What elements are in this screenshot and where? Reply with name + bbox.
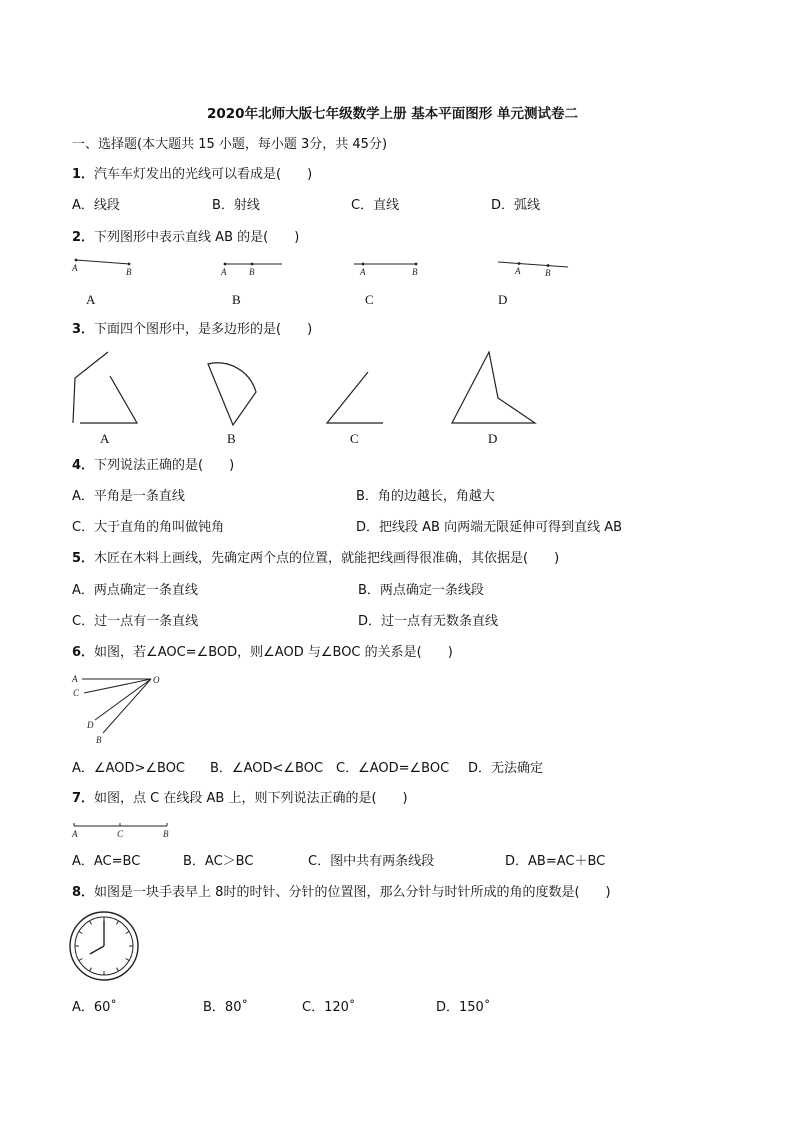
clock-tick [126,932,129,934]
question-number: 5． [72,551,95,566]
q5-option-c: C．过一点有一条直线 [72,614,199,629]
question-number: 2． [72,230,95,245]
section-heading: 一、选择题(本大题共 15 小题，每小题 3分，共 45分) [72,137,388,152]
q2-label-d: D [498,292,508,307]
q2-d-label-b: B [545,268,551,278]
q2-label-c: C [365,292,374,307]
q7-option-b: B．AC＞BC [183,854,254,869]
q4-option-c: C．大于直角的角叫做钝角 [72,520,225,535]
q1-option-d: D．弧线 [491,198,541,213]
q3-label-d: D [488,431,498,446]
q3-shape-b [208,363,256,425]
q2-d-line [498,262,568,267]
question-5 [72,551,559,567]
q2-label-a: A [86,292,96,307]
question-6 [72,645,453,661]
q3-label-a: A [100,431,110,446]
q6-label-a: A [72,674,78,684]
q7-label-a: A [72,829,78,839]
q5-option-b: B．两点确定一条线段 [358,583,484,598]
question-1 [72,167,312,183]
q4-option-b: B．角的边越长，角越大 [356,489,495,504]
q8-option-d: D．150˚ [436,1000,491,1015]
q2-a-segment [76,260,129,264]
question-text: 如图是一块手表早上 8时的时针、分针的位置图，那么分针与时针所成的角的度数是( ) [94,885,611,900]
q8-option-a: A．60˚ [72,1000,117,1015]
question-number: 8． [72,885,95,900]
question-text: 如图，点 C 在线段 AB 上，则下列说法正确的是( ) [94,791,408,806]
q6-option-b: B．∠AOD<∠BOC [210,761,324,776]
q8-option-b: B．80˚ [203,1000,248,1015]
clock-tick [79,932,82,934]
question-number: 6． [72,645,95,660]
q2-a-point-a [75,259,78,262]
question-7 [72,791,408,807]
q6-option-a: A．∠AOD>∠BOC [72,761,186,776]
question-text: 下列说法正确的是( ) [94,458,235,473]
q2-label-b: B [232,292,241,307]
clock-tick [117,968,119,971]
q7-option-d: D．AB=AC＋BC [505,854,606,869]
q3-shape-c [327,372,383,423]
q2-c-label-b: B [412,267,418,277]
q2-figure [0,252,794,292]
q7-label-c: C [117,829,124,839]
clock-hour-hand [90,946,104,954]
q3-shape-a [73,352,108,423]
q6-option-d: D．无法确定 [468,761,544,776]
page-title: 2020年北师大版七年级数学上册 基本平面图形 单元测试卷二 [207,106,578,122]
q2-d-point-a [518,262,521,265]
question-3 [72,322,312,338]
q5-option-a: A．两点确定一条直线 [72,583,198,598]
q1-option-b: B．射线 [212,198,260,213]
question-text: 木匠在木料上画线，先确定两个点的位置，就能把线画得很准确，其依据是( ) [94,551,560,566]
q7-label-b: B [163,829,169,839]
q2-a-label-b: B [126,267,132,277]
clock-tick [90,921,92,924]
q7-figure [0,820,200,844]
q3-shape-a-2 [80,376,137,423]
q8-clock-figure [68,910,148,990]
q3-shape-d [452,352,535,423]
question-text: 下面四个图形中，是多边形的是( ) [94,322,313,337]
question-number: 1． [72,167,95,182]
q2-a-label-a: A [72,263,78,273]
question-number: 7． [72,791,95,806]
q4-option-a: A．平角是一条直线 [72,489,185,504]
q2-d-point-b [547,264,550,267]
q2-b-point-a [224,263,227,266]
clock-tick [117,921,119,924]
question-number: 3． [72,322,95,337]
q3-figure [0,350,794,430]
q7-option-c: C．图中共有两条线段 [308,854,435,869]
question-text: 汽车车灯发出的光线可以看成是( ) [94,167,313,182]
question-text: 下列图形中表示直线 AB 的是( ) [94,230,300,245]
q3-label-c: C [350,431,359,446]
q2-d-label-a: A [515,266,521,276]
q2-b-label-b: B [249,267,255,277]
q5-option-d: D．过一点有无数条直线 [358,614,499,629]
q2-c-point-a [362,263,365,266]
q1-option-c: C．直线 [351,198,400,213]
q6-figure [0,672,200,752]
question-2 [72,230,299,246]
clock-tick [126,959,129,961]
q2-b-point-b [251,263,254,266]
question-4 [72,458,234,474]
clock-tick [79,959,82,961]
question-8 [72,885,611,901]
q6-option-c: C．∠AOD=∠BOC [336,761,450,776]
question-text: 如图，若∠AOC=∠BOD，则∠AOD 与∠BOC 的关系是( ) [94,645,453,660]
q3-label-b: B [227,431,236,446]
q1-option-a: A．线段 [72,198,120,213]
question-number: 4． [72,458,95,473]
q6-label-b: B [96,735,102,745]
clock-tick [90,968,92,971]
q6-label-o: O [153,675,160,685]
q2-c-point-b [415,263,418,266]
q7-option-a: A．AC=BC [72,854,141,869]
q2-c-label-a: A [360,267,366,277]
q6-label-c: C [73,688,80,698]
q2-a-point-b [128,263,131,266]
q2-b-label-a: A [221,267,227,277]
q4-option-d: D．把线段 AB 向两端无限延伸可得到直线 AB [356,520,623,535]
q6-label-d: D [87,720,94,730]
q8-option-c: C．120˚ [302,1000,356,1015]
